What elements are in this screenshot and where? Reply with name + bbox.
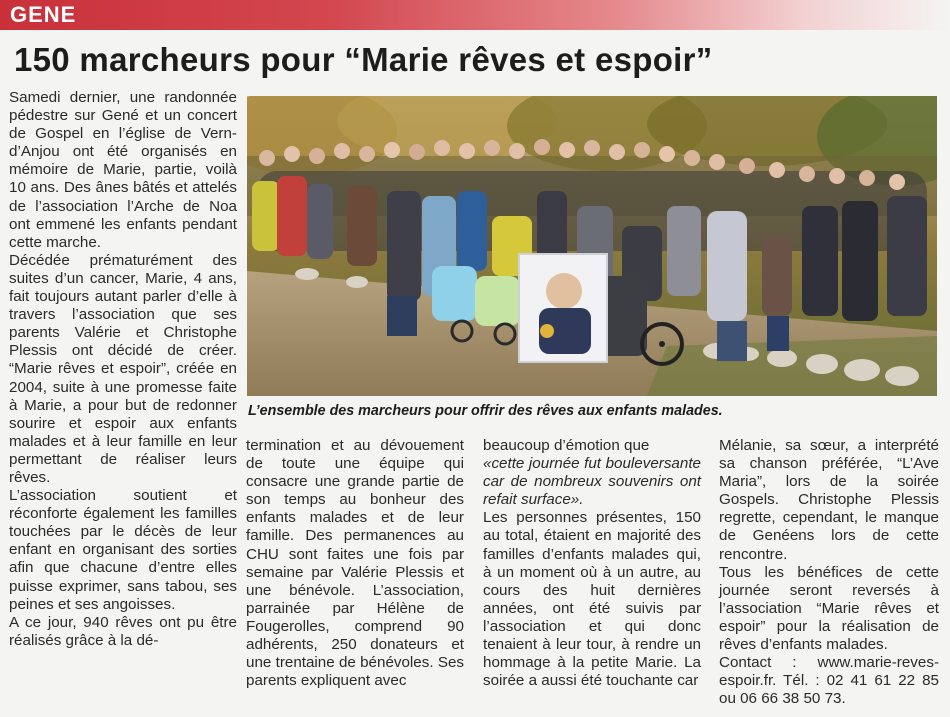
article-column-4 — [719, 437, 939, 708]
article-column-3 — [483, 437, 701, 690]
article-column-1 — [9, 89, 237, 650]
banner-gradient — [0, 0, 950, 30]
contact-paragraph: Contact : www.marie-reves-espoir.fr. Tél. : 02 41 61 22 85 ou 06 66 38 50 73. — [719, 654, 939, 708]
paragraph: Mélanie, sa sœur, a interprété sa chanson préférée, “L’Ave Maria”, lors de la soirée Gospels. Christophe Plessis regrette, cependant, le manque de Genéens lors de cette rencontre. — [719, 437, 939, 563]
paragraph: A ce jour, 940 rêves ont pu être réalisés grâce à la dé- — [9, 613, 237, 649]
paragraph: beaucoup d’émotion que — [483, 437, 650, 454]
section-banner — [0, 0, 950, 30]
photo-caption: L’ensemble des marcheurs pour offrir des rêves aux enfants malades. — [248, 403, 723, 419]
article-column-2 — [246, 437, 464, 690]
paragraph: Samedi dernier, une randonnée pédestre sur Gené et un concert de Gospel en l’église de Vern-d’Anjou ont été organisés en mémoire de Marie, partie, voilà 10 ans. Des ânes bâtés et attelés de l’association l’Arche de Noa ont emmené les enfants pendant cette marche. — [9, 89, 237, 251]
paragraph: L’association soutient et réconforte également les familles touchées par le décès de leur enfant en organisant des sorties afin que chacune d’entre elles puisse exprimer, sans tabou, ses peines et ses angoisses. — [9, 487, 237, 613]
section-label: GENE — [10, 2, 77, 27]
quote-paragraph: «cette journée fut bouleversante car de nombreux souvenirs ont refait surface». — [483, 455, 701, 509]
paragraph: Tous les bénéfices de cette journée seront reversés à l’association “Marie rêves et espoir” pour la réalisation de rêves d’enfants malades. — [719, 563, 939, 654]
group-photo-illustration — [247, 96, 937, 396]
article-headline: 150 marcheurs pour “Marie rêves et espoir” — [14, 41, 713, 78]
paragraph: termination et au dévouement de toute une équipe qui consacre une grande partie de son temps au bonheur des enfants malades et de leur famille. Des permanences au CHU sont faites une fois par semaine par Valérie Plessis et une bénévole. L’association, parrainée par Hélène de Fougerolles, comprend 90 adhérents, 250 donateurs et une trentaine de bénévoles. Ses parents expliquent avec — [246, 437, 464, 690]
paragraph: Décédée prématurément des suites d’un cancer, Marie, 4 ans, fait toujours autant parler d’elle à travers l’association que ses parents Valérie et Christophe Plessis ont décidé de créer. “Marie rêves et espoir”, créée en 2004, suite à une promesse faite à Marie, a pour but de redonner sourire et espoir aux enfants malades et à leur famille en leur permettant de réaliser leurs rêves. — [9, 251, 237, 486]
paragraph: Les personnes présentes, 150 au total, étaient en majorité des familles d’enfants malades qui, à un moment où à un autre, au cours des huit dernières années, ont été suivis par l’association et qui donc tenaient à leur tour, à rendre un hommage à la petite Marie. La soirée a aussi été touchante car — [483, 509, 701, 690]
group-photo — [247, 96, 937, 396]
